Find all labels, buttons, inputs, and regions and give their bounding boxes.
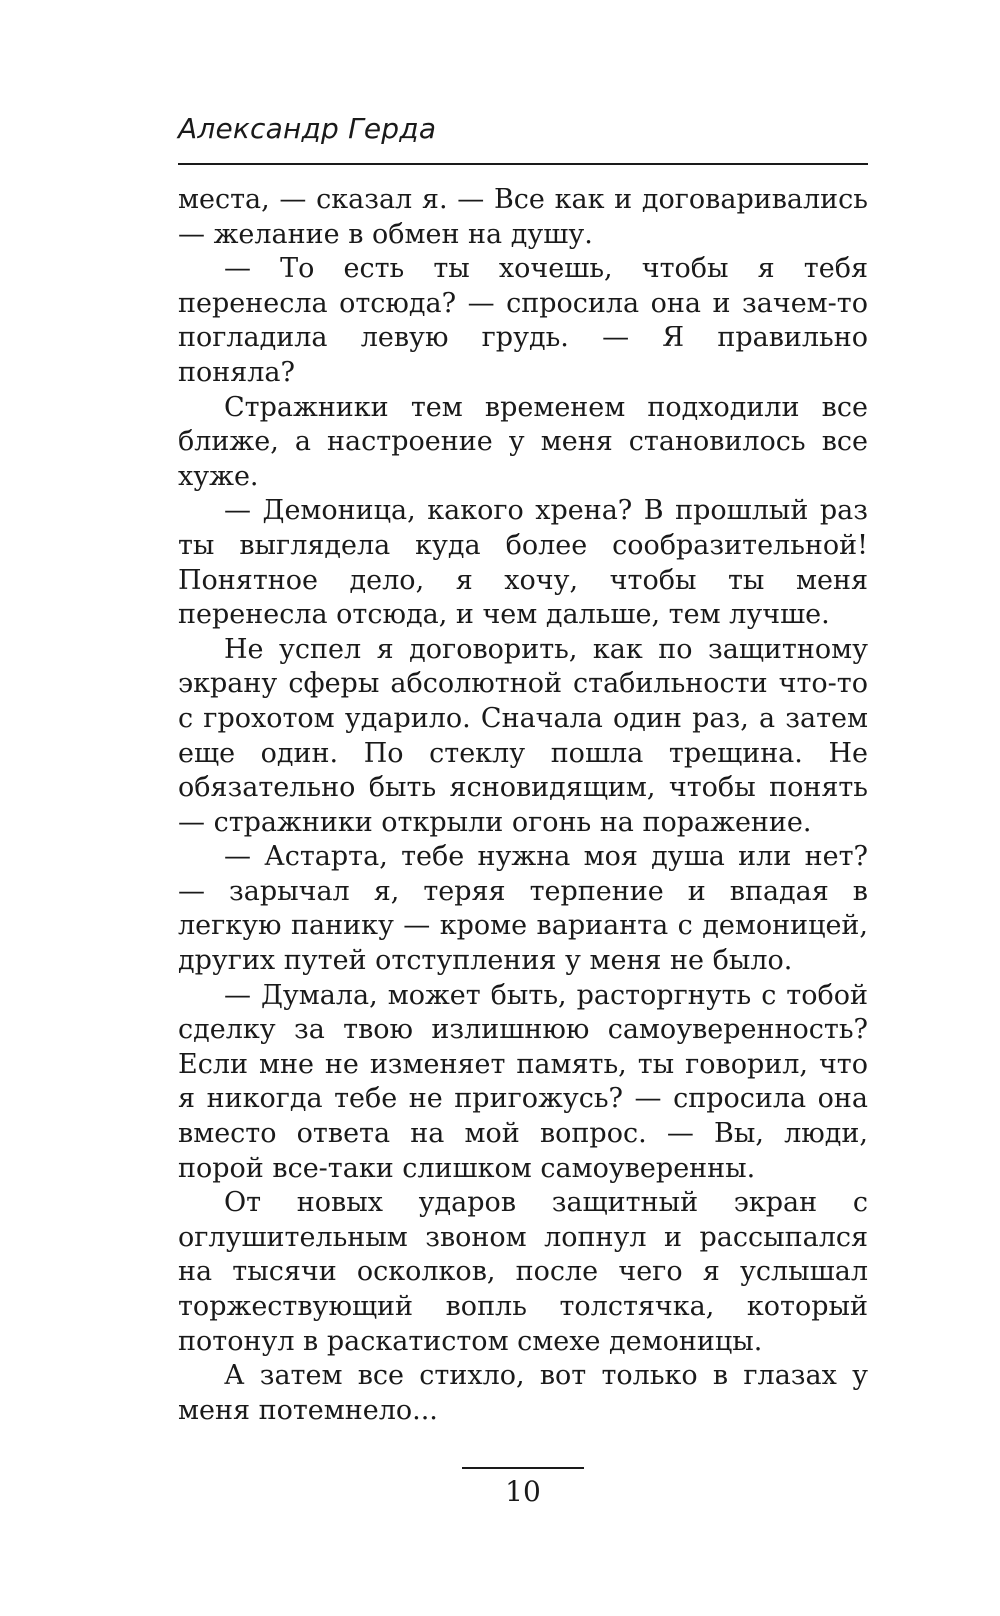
footer-rule [462,1467,584,1469]
paragraph-continuation: места, — сказал я. — Все как и договаривались — желание в обмен на душу. [178,184,868,250]
paragraph: Стражники тем временем подходили все ближе, а настроение у меня становилось все хуже. [178,391,868,492]
paragraph: А затем все стихло, вот только в глазах у меня потемнело... [178,1360,868,1426]
paragraph: — Думала, может быть, расторгнуть с тобой сделку за твою излишнюю самоуверенность? Если мне не изменяет память, ты говорил, что я никогда тебе не пригожусь? — спросила она вместо ответа на мой вопрос. — Вы, люди, порой все-таки слишком самоуверенны. [178,979,868,1184]
paragraph: — То есть ты хочешь, чтобы я тебя перенесла отсюда? — спросила она и зачем-то погладила левую грудь. — Я правильно поняла? [178,253,868,388]
paragraph: Не успел я договорить, как по защитному экрану сферы абсолютной стабильности что-то с грохотом ударило. Сначала один раз, а затем еще один. По стеклу пошла трещина. Не обязательно быть ясновидящим, чтобы понять — стражники открыли огонь на поражение. [178,633,868,838]
paragraph: — Астарта, тебе нужна моя душа или нет? — зарычал я, теряя терпение и впадая в легкую панику — кроме варианта с демоницей, других путей отступления у меня не было. [178,841,868,977]
paragraph: От новых ударов защитный экран с оглушительным звоном лопнул и рассыпался на тысячи осколков, после чего я услышал торжествующий вопль толстячка, который потонул в раскатистом смехе демоницы. [178,1187,868,1357]
page-number: 10 [505,1475,541,1508]
paragraph: — Демоница, какого хрена? В прошлый раз ты выглядела куда более сообразительной! Понятное дело, я хочу, чтобы ты меня перенесла отсюда, и чем дальше, тем лучше. [178,495,868,631]
running-head-author: Александр Герда [178,112,437,145]
header-rule [178,163,868,165]
body-text [178,183,868,1428]
